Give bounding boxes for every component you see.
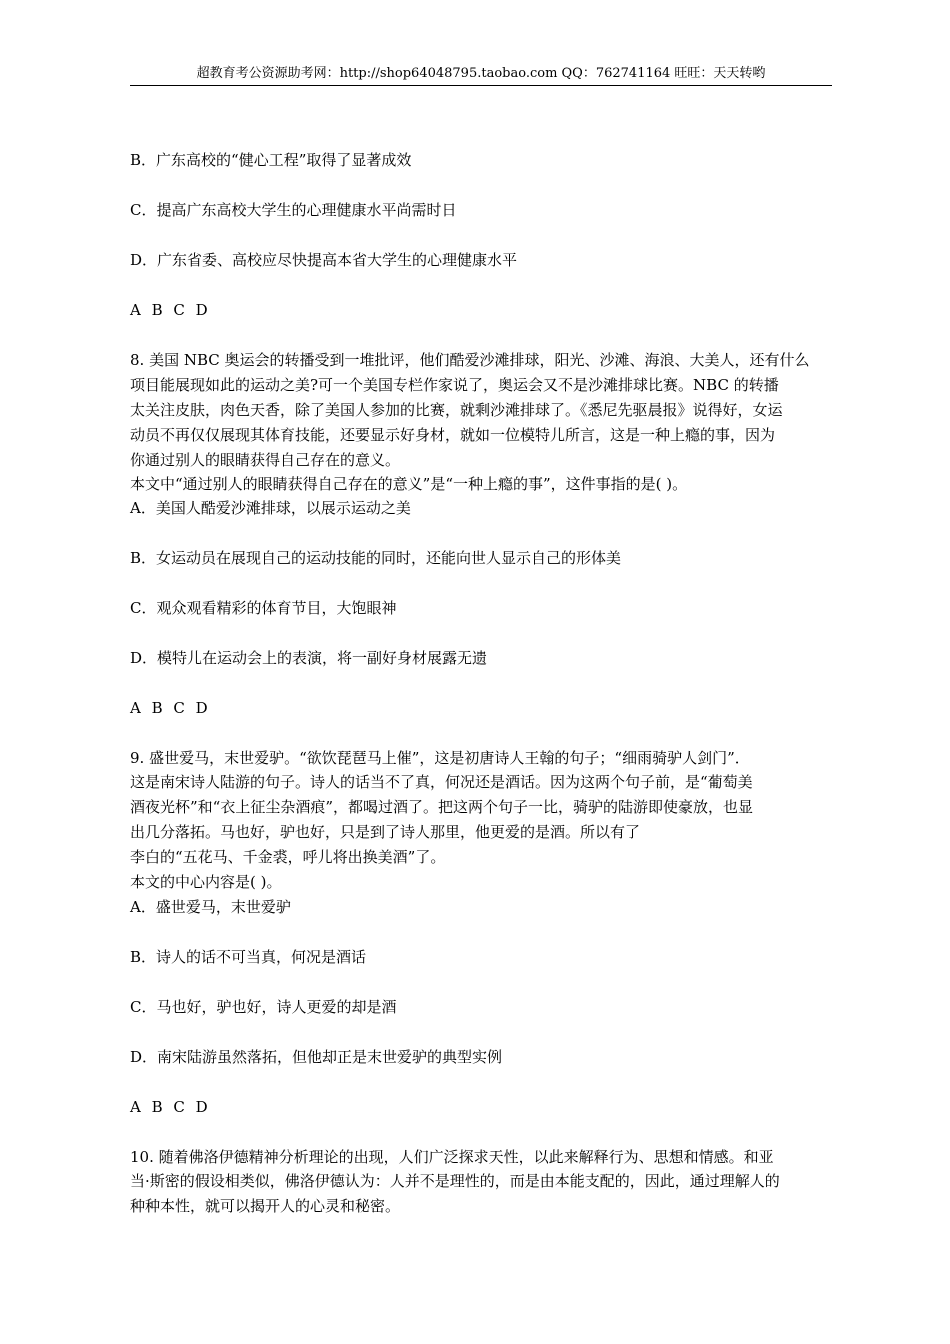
q8-stem-line: 太关注皮肤，肉色天香，除了美国人参加的比赛，就剩沙滩排球了。《悉尼先驱晨报》说得好，女运 [130, 401, 783, 419]
q9-stem-line: 9. 盛世爱马，末世爱驴。“欲饮琵琶马上催”，这是初唐诗人王翰的句子；“细雨骑驴人剑门”． [130, 749, 750, 767]
q8-option-c: C．观众观看精彩的体育节目，大饱眼神 [130, 599, 397, 617]
q8-option-d: D．模特儿在运动会上的表演，将一副好身材展露无遗 [130, 649, 488, 667]
q9-answer-choices: A B C D [130, 1098, 208, 1116]
q8-option-b: B．女运动员在展现自己的运动技能的同时，还能向世人显示自己的形体美 [130, 549, 622, 567]
q10-stem-line: 当·斯密的假设相类似，佛洛伊德认为：人并不是理性的，而是由本能支配的，因此，通过理解人的 [130, 1172, 780, 1190]
q7-option-d: D．广东省委、高校应尽快提高本省大学生的心理健康水平 [130, 251, 518, 269]
q9-question-prompt: 本文的中心内容是( )。 [130, 873, 282, 891]
q9-option-d: D．南宋陆游虽然落拓，但他却正是末世爱驴的典型实例 [130, 1048, 503, 1066]
q9-option-b: B．诗人的话不可当真，何况是酒话 [130, 948, 367, 966]
q10-stem-line: 10. 随着佛洛伊德精神分析理论的出现，人们广泛探求天性，以此来解释行为、思想和情感。和亚 [130, 1148, 774, 1166]
q8-option-a: A．美国人酷爱沙滩排球，以展示运动之美 [130, 499, 411, 517]
q8-answer-choices: A B C D [130, 699, 208, 717]
q7-option-b: B．广东高校的“健心工程”取得了显著成效 [130, 151, 412, 169]
q9-stem-line: 酒夜光杯”和“衣上征尘杂酒痕”，都喝过酒了。把这两个句子一比，骑驴的陆游即使豪放，也显 [130, 798, 754, 816]
q10-stem-line: 种种本性，就可以揭开人的心灵和秘密。 [130, 1197, 401, 1215]
q8-question-prompt: 本文中“通过别人的眼睛获得自己存在的意义”是“一种上瘾的事”，这件事指的是( )。 [130, 475, 688, 493]
q7-answer-choices: A B C D [130, 301, 208, 319]
page-header: 超教育考公资源助考网：http://shop64048795.taobao.com QQ：762741164 旺旺：天天转哟 [196, 66, 766, 81]
q7-option-c: C．提高广东高校大学生的心理健康水平尚需时日 [130, 201, 457, 219]
q8-stem-line: 动员不再仅仅展现其体育技能，还要显示好身材，就如一位模特儿所言，这是一种上瘾的事，因为 [130, 426, 776, 444]
q9-stem-line: 这是南宋诗人陆游的句子。诗人的话当不了真，何况还是酒话。因为这两个句子前，是“葡萄美 [130, 773, 753, 791]
q9-option-c: C．马也好，驴也好，诗人更爱的却是酒 [130, 998, 397, 1016]
q8-stem-line: 8. 美国 NBC 奥运会的转播受到一堆批评，他们酷爱沙滩排球，阳光、沙滩、海浪、大美人，还有什么 [130, 351, 810, 369]
header-divider [130, 85, 832, 86]
q9-stem-line: 李白的“五花马、千金裘，呼儿将出换美酒”了。 [130, 848, 446, 866]
q9-stem-line: 出几分落拓。马也好，驴也好，只是到了诗人那里，他更爱的是酒。所以有了 [130, 823, 641, 841]
q8-stem-line: 项目能展现如此的运动之美?可一个美国专栏作家说了，奥运会又不是沙滩排球比赛。NBC 的转播 [130, 376, 779, 394]
q9-option-a: A．盛世爱马，末世爱驴 [130, 898, 291, 916]
q8-stem-line: 你通过别人的眼睛获得自己存在的意义。 [130, 451, 401, 469]
